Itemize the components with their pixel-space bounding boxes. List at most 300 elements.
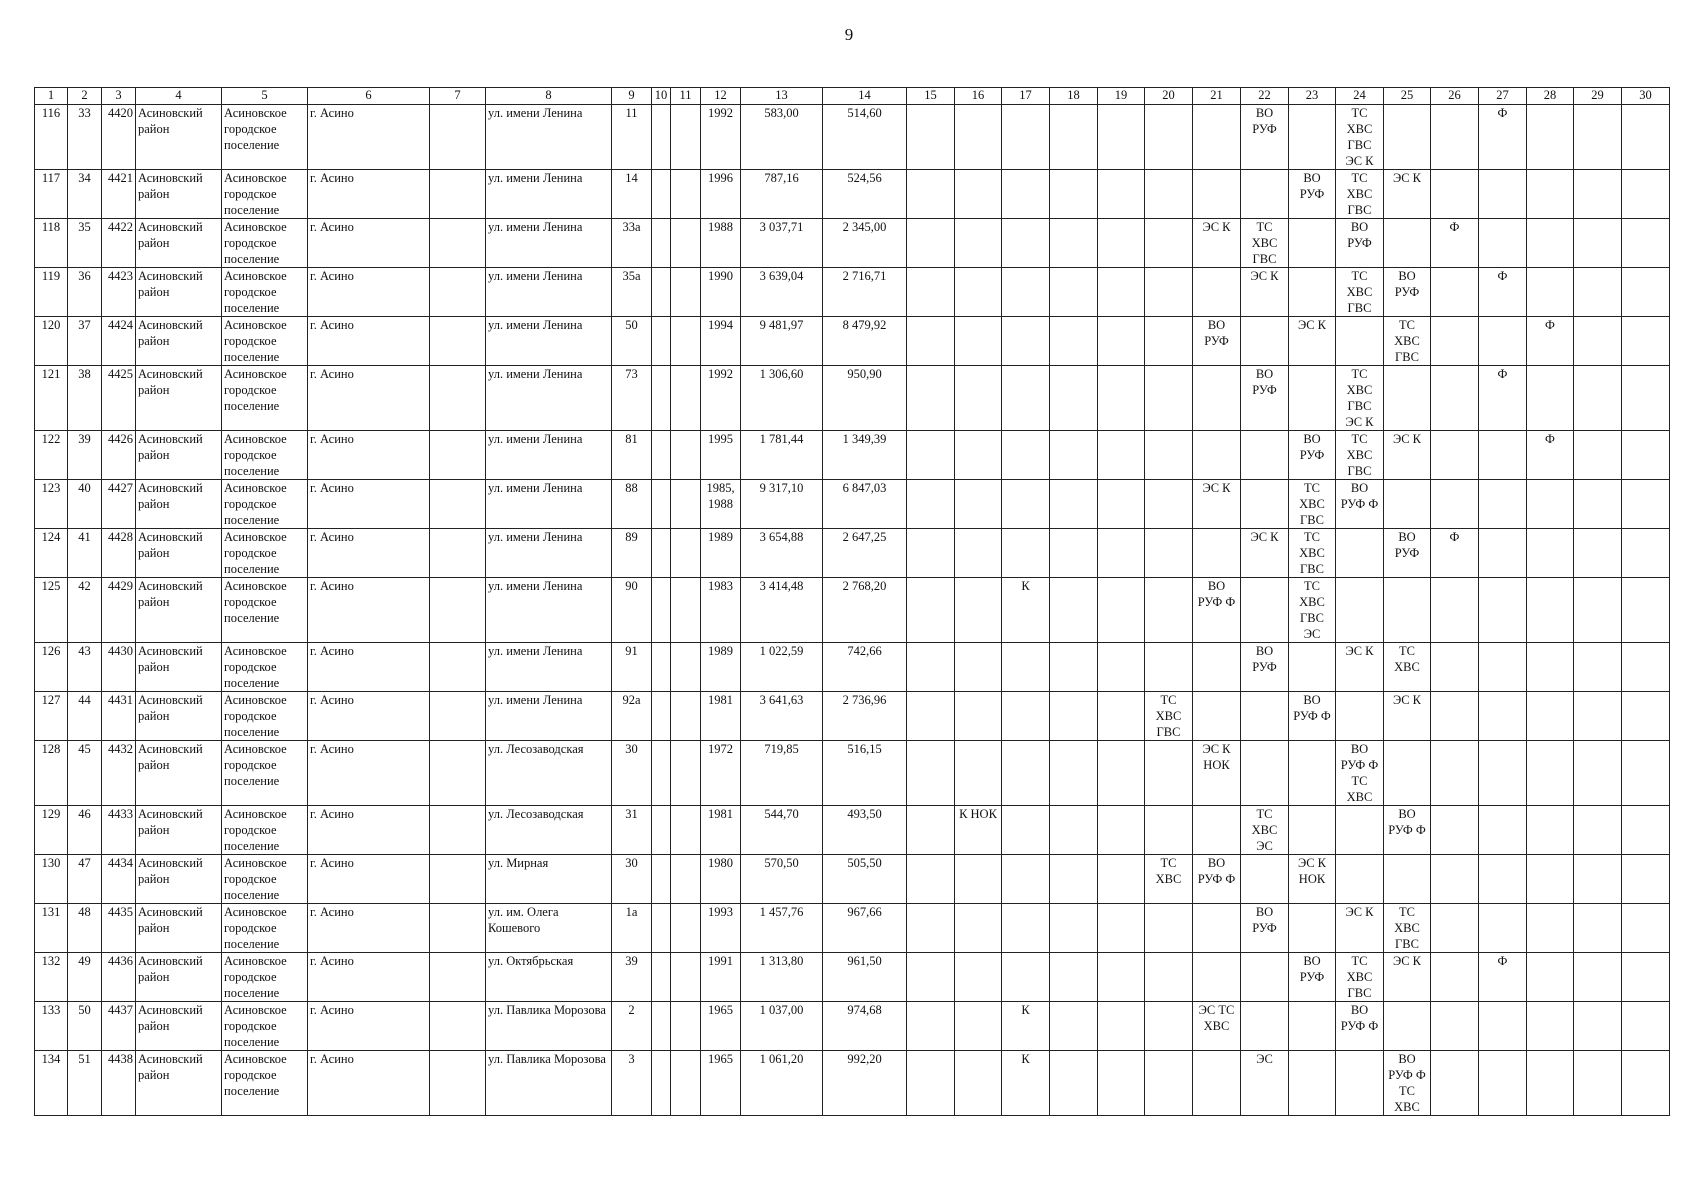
table-cell: 1965: [701, 1051, 741, 1116]
table-cell: г. Асино: [308, 855, 430, 904]
table-cell: ЭС К: [1384, 431, 1431, 480]
table-cell: Асиновское городское поселение: [222, 741, 308, 806]
table-cell: [1431, 1051, 1479, 1116]
table-cell: [1098, 317, 1145, 366]
table-row: [35, 431, 1670, 480]
table-cell: ул. имени Ленина: [486, 529, 612, 578]
table-cell: Асиновский район: [136, 692, 222, 741]
table-cell: [1336, 692, 1384, 741]
table-cell: [907, 953, 955, 1002]
table-cell: г. Асино: [308, 219, 430, 268]
table-cell: 89: [612, 529, 652, 578]
table-cell: [1479, 904, 1527, 953]
table-cell: 33: [68, 105, 102, 170]
table-cell: 39: [68, 431, 102, 480]
table-cell: [652, 806, 671, 855]
table-cell: [1622, 219, 1670, 268]
table-cell: [652, 1051, 671, 1116]
table-cell: 35: [68, 219, 102, 268]
table-cell: [1574, 480, 1622, 529]
table-cell: Асиновский район: [136, 366, 222, 431]
table-cell: 6 847,03: [823, 480, 907, 529]
table-cell: ЭС: [1241, 1051, 1289, 1116]
table-cell: [1145, 431, 1193, 480]
table-cell: 4431: [102, 692, 136, 741]
table-cell: [652, 643, 671, 692]
column-number-header: 21: [1193, 88, 1241, 105]
table-cell: [1145, 904, 1193, 953]
column-number-header: 15: [907, 88, 955, 105]
table-cell: 4424: [102, 317, 136, 366]
table-cell: [1193, 806, 1241, 855]
table-cell: ЭС ТС ХВС: [1193, 1002, 1241, 1051]
table-cell: [1241, 578, 1289, 643]
table-cell: ТС ХВС ГВС: [1336, 431, 1384, 480]
table-cell: [1098, 431, 1145, 480]
table-cell: [1431, 1002, 1479, 1051]
table-cell: [1098, 953, 1145, 1002]
table-cell: 50: [612, 317, 652, 366]
table-cell: [955, 480, 1002, 529]
table-cell: ул. Лесозаводская: [486, 806, 612, 855]
table-cell: [1384, 578, 1431, 643]
table-cell: [1431, 268, 1479, 317]
table-cell: [1527, 855, 1574, 904]
table-cell: 524,56: [823, 170, 907, 219]
table-cell: 36: [68, 268, 102, 317]
table-cell: [652, 741, 671, 806]
table-cell: ТС ХВС ГВС: [1336, 268, 1384, 317]
table-cell: 950,90: [823, 366, 907, 431]
table-cell: [1336, 317, 1384, 366]
table-cell: [1431, 317, 1479, 366]
table-cell: ул. имени Ленина: [486, 692, 612, 741]
table-cell: [1479, 692, 1527, 741]
table-cell: ул. имени Ленина: [486, 366, 612, 431]
table-cell: [1622, 366, 1670, 431]
table-cell: [1527, 105, 1574, 170]
table-cell: 131: [35, 904, 68, 953]
table-cell: [907, 105, 955, 170]
table-cell: [1479, 480, 1527, 529]
table-cell: [1098, 366, 1145, 431]
table-cell: Асиновское городское поселение: [222, 170, 308, 219]
table-cell: 116: [35, 105, 68, 170]
table-cell: [1574, 953, 1622, 1002]
table-cell: [1289, 105, 1336, 170]
table-cell: 1988: [701, 219, 741, 268]
table-cell: [1050, 578, 1098, 643]
table-cell: [652, 431, 671, 480]
table-cell: ТС ХВС ГВС: [1336, 170, 1384, 219]
table-cell: [1384, 105, 1431, 170]
table-cell: ТС ХВС ГВС: [1289, 480, 1336, 529]
table-cell: ЭС К: [1193, 480, 1241, 529]
table-cell: [907, 366, 955, 431]
table-cell: [1193, 105, 1241, 170]
table-cell: [1050, 105, 1098, 170]
table-cell: [1574, 431, 1622, 480]
table-cell: [955, 529, 1002, 578]
table-cell: г. Асино: [308, 578, 430, 643]
table-cell: 73: [612, 366, 652, 431]
table-cell: Асиновское городское поселение: [222, 1002, 308, 1051]
table-cell: Асиновский район: [136, 806, 222, 855]
table-cell: [1098, 268, 1145, 317]
column-number-header: 3: [102, 88, 136, 105]
table-cell: [907, 806, 955, 855]
table-cell: Ф: [1479, 268, 1527, 317]
table-cell: ул. Октябрьская: [486, 953, 612, 1002]
table-cell: [1622, 529, 1670, 578]
table-cell: [671, 366, 701, 431]
table-cell: Асиновское городское поселение: [222, 105, 308, 170]
table-cell: [1050, 431, 1098, 480]
table-cell: 1992: [701, 105, 741, 170]
table-cell: 46: [68, 806, 102, 855]
table-cell: 1 037,00: [741, 1002, 823, 1051]
table-cell: [1622, 741, 1670, 806]
table-cell: 1 781,44: [741, 431, 823, 480]
table-cell: 1993: [701, 904, 741, 953]
table-row: [35, 480, 1670, 529]
table-cell: [1098, 219, 1145, 268]
table-cell: [1002, 529, 1050, 578]
table-cell: [955, 741, 1002, 806]
column-number-header: 9: [612, 88, 652, 105]
table-row: [35, 904, 1670, 953]
table-cell: ВО РУФ: [1241, 643, 1289, 692]
table-cell: [1527, 692, 1574, 741]
table-cell: 493,50: [823, 806, 907, 855]
table-cell: [1145, 366, 1193, 431]
table-cell: [430, 741, 486, 806]
table-cell: [1098, 529, 1145, 578]
table-cell: Асиновское городское поселение: [222, 529, 308, 578]
table-cell: [1289, 741, 1336, 806]
table-cell: [1050, 855, 1098, 904]
table-cell: [955, 1051, 1002, 1116]
table-cell: [1431, 480, 1479, 529]
table-cell: [1098, 1051, 1145, 1116]
table-cell: 41: [68, 529, 102, 578]
table-cell: 1989: [701, 529, 741, 578]
table-cell: [430, 268, 486, 317]
table-cell: [1002, 855, 1050, 904]
table-cell: ТС ХВС: [1384, 643, 1431, 692]
table-cell: [1527, 366, 1574, 431]
table-cell: ВО РУФ: [1384, 529, 1431, 578]
table-cell: [652, 578, 671, 643]
column-number-header: 24: [1336, 88, 1384, 105]
table-cell: [1622, 268, 1670, 317]
table-cell: [430, 170, 486, 219]
table-row: [35, 317, 1670, 366]
table-cell: [1193, 431, 1241, 480]
table-cell: [430, 578, 486, 643]
column-number-header: 28: [1527, 88, 1574, 105]
table-cell: 37: [68, 317, 102, 366]
column-number-header: 27: [1479, 88, 1527, 105]
table-cell: [907, 1051, 955, 1116]
table-cell: [1241, 741, 1289, 806]
table-cell: [1479, 1002, 1527, 1051]
table-cell: 1 022,59: [741, 643, 823, 692]
table-cell: [652, 692, 671, 741]
table-cell: 1990: [701, 268, 741, 317]
table-cell: 122: [35, 431, 68, 480]
table-cell: [1193, 692, 1241, 741]
table-cell: [1574, 268, 1622, 317]
table-cell: г. Асино: [308, 366, 430, 431]
table-cell: [1527, 268, 1574, 317]
table-cell: [1622, 855, 1670, 904]
table-cell: [1050, 366, 1098, 431]
table-cell: ЭС К НОК: [1193, 741, 1241, 806]
column-number-header: 25: [1384, 88, 1431, 105]
table-cell: [1431, 578, 1479, 643]
table-cell: г. Асино: [308, 480, 430, 529]
table-cell: ВО РУФ Ф: [1336, 1002, 1384, 1051]
table-cell: [671, 170, 701, 219]
table-cell: [907, 578, 955, 643]
table-cell: [955, 855, 1002, 904]
table-cell: 90: [612, 578, 652, 643]
table-cell: ЭС К: [1241, 529, 1289, 578]
table-cell: Асиновский район: [136, 953, 222, 1002]
table-cell: 38: [68, 366, 102, 431]
column-number-header: 30: [1622, 88, 1670, 105]
table-cell: ВО РУФ Ф: [1289, 692, 1336, 741]
table-cell: [1145, 170, 1193, 219]
table-cell: [1431, 904, 1479, 953]
table-row: [35, 1051, 1670, 1116]
table-cell: [1574, 806, 1622, 855]
table-cell: [671, 578, 701, 643]
table-cell: г. Асино: [308, 953, 430, 1002]
table-cell: [1193, 529, 1241, 578]
column-number-header: 16: [955, 88, 1002, 105]
table-cell: [652, 317, 671, 366]
table-cell: [430, 904, 486, 953]
table-cell: [907, 219, 955, 268]
table-cell: [907, 480, 955, 529]
table-cell: [1574, 855, 1622, 904]
table-cell: [671, 480, 701, 529]
table-cell: г. Асино: [308, 431, 430, 480]
table-cell: 3 639,04: [741, 268, 823, 317]
table-cell: [955, 578, 1002, 643]
table-cell: [1384, 366, 1431, 431]
table-cell: 4438: [102, 1051, 136, 1116]
table-cell: [1002, 105, 1050, 170]
table-cell: 1992: [701, 366, 741, 431]
table-cell: [1384, 480, 1431, 529]
table-cell: Асиновское городское поселение: [222, 219, 308, 268]
table-cell: 3 641,63: [741, 692, 823, 741]
table-cell: [430, 480, 486, 529]
table-cell: К: [1002, 578, 1050, 643]
table-cell: [1431, 953, 1479, 1002]
table-cell: [430, 529, 486, 578]
table-cell: Асиновское городское поселение: [222, 1051, 308, 1116]
table-cell: ул. Павлика Морозова: [486, 1051, 612, 1116]
table-cell: [907, 431, 955, 480]
table-cell: 30: [612, 855, 652, 904]
column-number-header: 2: [68, 88, 102, 105]
table-cell: [1241, 692, 1289, 741]
table-cell: [671, 219, 701, 268]
table-cell: К НОК: [955, 806, 1002, 855]
table-cell: [1574, 578, 1622, 643]
table-cell: 81: [612, 431, 652, 480]
table-cell: Асиновский район: [136, 170, 222, 219]
table-cell: 583,00: [741, 105, 823, 170]
table-cell: [652, 170, 671, 219]
table-cell: Асиновское городское поселение: [222, 578, 308, 643]
table-cell: г. Асино: [308, 643, 430, 692]
table-cell: 992,20: [823, 1051, 907, 1116]
table-cell: Асиновское городское поселение: [222, 806, 308, 855]
table-cell: ул. имени Ленина: [486, 643, 612, 692]
table-cell: 4437: [102, 1002, 136, 1051]
table-row: [35, 366, 1670, 431]
table-cell: 4432: [102, 741, 136, 806]
table-cell: 1 061,20: [741, 1051, 823, 1116]
column-number-header: 23: [1289, 88, 1336, 105]
table-cell: [430, 317, 486, 366]
table-cell: [1050, 170, 1098, 219]
table-cell: Асиновское городское поселение: [222, 953, 308, 1002]
table-cell: 130: [35, 855, 68, 904]
table-cell: [1622, 904, 1670, 953]
table-cell: 124: [35, 529, 68, 578]
table-cell: 4421: [102, 170, 136, 219]
table-cell: 8 479,92: [823, 317, 907, 366]
table-cell: 33а: [612, 219, 652, 268]
table-cell: ТС ХВС ГВС: [1145, 692, 1193, 741]
table-cell: [1050, 904, 1098, 953]
table-cell: 967,66: [823, 904, 907, 953]
table-cell: 123: [35, 480, 68, 529]
table-cell: [1622, 317, 1670, 366]
table-cell: ЭС К: [1336, 904, 1384, 953]
table-cell: [1336, 1051, 1384, 1116]
table-cell: [1384, 855, 1431, 904]
table-cell: г. Асино: [308, 529, 430, 578]
table-cell: 4434: [102, 855, 136, 904]
table-cell: 3: [612, 1051, 652, 1116]
table-cell: 742,66: [823, 643, 907, 692]
table-cell: [1479, 431, 1527, 480]
table-cell: Асиновское городское поселение: [222, 317, 308, 366]
table-cell: [907, 904, 955, 953]
table-cell: 514,60: [823, 105, 907, 170]
table-cell: [1050, 317, 1098, 366]
table-cell: [1002, 170, 1050, 219]
table-cell: [955, 105, 1002, 170]
table-cell: 4428: [102, 529, 136, 578]
table-cell: 2 768,20: [823, 578, 907, 643]
table-cell: [1145, 105, 1193, 170]
table-cell: [1527, 1051, 1574, 1116]
table-cell: [1002, 317, 1050, 366]
table-cell: [1289, 1051, 1336, 1116]
table-cell: ул. Павлика Морозова: [486, 1002, 612, 1051]
table-cell: [1574, 219, 1622, 268]
table-cell: ЭС К: [1193, 219, 1241, 268]
table-cell: г. Асино: [308, 806, 430, 855]
table-cell: [1574, 741, 1622, 806]
table-cell: [1241, 480, 1289, 529]
table-cell: [671, 855, 701, 904]
table-cell: [907, 268, 955, 317]
table-cell: [1431, 431, 1479, 480]
table-cell: [1193, 953, 1241, 1002]
table-cell: [1574, 170, 1622, 219]
table-cell: [1622, 1002, 1670, 1051]
table-cell: [1050, 480, 1098, 529]
table-cell: [955, 643, 1002, 692]
table-cell: Асиновское городское поселение: [222, 268, 308, 317]
table-cell: 35а: [612, 268, 652, 317]
table-cell: 121: [35, 366, 68, 431]
table-cell: К: [1002, 1051, 1050, 1116]
column-number-header: 11: [671, 88, 701, 105]
table-cell: 51: [68, 1051, 102, 1116]
table-cell: [1336, 855, 1384, 904]
table-cell: 44: [68, 692, 102, 741]
table-cell: 1994: [701, 317, 741, 366]
table-cell: ВО РУФ Ф: [1336, 480, 1384, 529]
table-cell: [1479, 529, 1527, 578]
table-cell: 45: [68, 741, 102, 806]
table-cell: [671, 953, 701, 1002]
table-cell: [671, 741, 701, 806]
table-cell: 1965: [701, 1002, 741, 1051]
table-cell: 9 317,10: [741, 480, 823, 529]
table-cell: [1145, 578, 1193, 643]
table-cell: [652, 480, 671, 529]
table-cell: 1983: [701, 578, 741, 643]
table-cell: [430, 431, 486, 480]
table-cell: [907, 643, 955, 692]
table-cell: 119: [35, 268, 68, 317]
table-cell: [1384, 1002, 1431, 1051]
table-cell: [1527, 529, 1574, 578]
table-cell: [1289, 904, 1336, 953]
table-row: [35, 578, 1670, 643]
table-cell: [1622, 431, 1670, 480]
table-cell: [1098, 578, 1145, 643]
table-cell: 9 481,97: [741, 317, 823, 366]
table-cell: Асиновский район: [136, 529, 222, 578]
table-cell: [430, 1051, 486, 1116]
table-cell: [1050, 219, 1098, 268]
table-cell: [1431, 692, 1479, 741]
table-cell: 128: [35, 741, 68, 806]
table-cell: [1145, 806, 1193, 855]
table-cell: [1145, 268, 1193, 317]
table-cell: ВО РУФ: [1289, 170, 1336, 219]
column-number-header: 1: [35, 88, 68, 105]
table-cell: Асиновский район: [136, 578, 222, 643]
table-cell: ул. им. Олега Кошевого: [486, 904, 612, 953]
table-cell: ЭС К: [1336, 643, 1384, 692]
table-cell: [652, 855, 671, 904]
table-cell: [1527, 643, 1574, 692]
table-cell: [1574, 317, 1622, 366]
